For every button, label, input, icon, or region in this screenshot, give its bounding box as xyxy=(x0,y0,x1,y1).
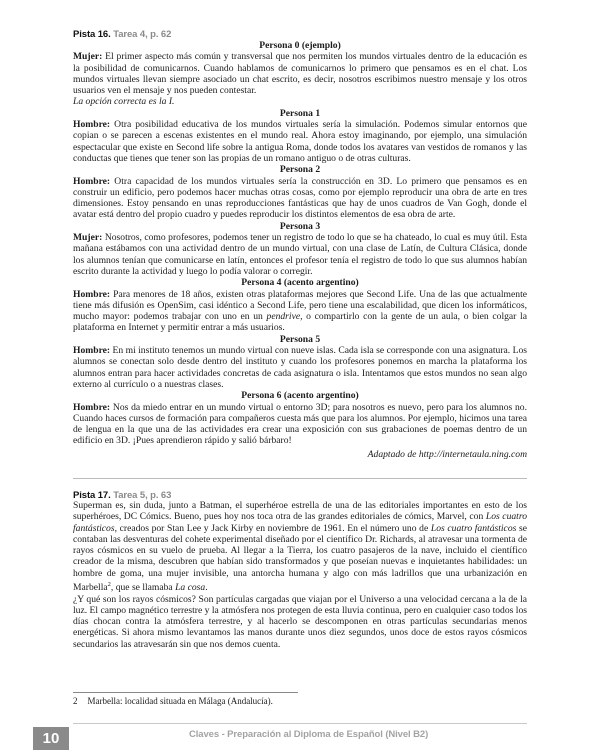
section-divider xyxy=(73,478,527,479)
pista-16-label: Pista 16. xyxy=(73,29,111,40)
footnote xyxy=(73,696,273,706)
pista-17-task: Tarea 5, p. 63 xyxy=(113,490,172,501)
section-heading: Persona 5 xyxy=(279,333,321,345)
speaker-label: Hombre: xyxy=(73,288,111,300)
section-paragraph xyxy=(73,51,527,107)
paragraph-text: , o compartirlo con la gente de un aula, o bien colgar la plataforma en Internet y permitir entrar a más usuarios. xyxy=(73,311,527,334)
section-paragraph: ¿Y qué son los rayos cósmicos? Son partículas cargadas que viajan por el Universo a una velocidad cercana a la de la luz. El campo magnético terrestre y la atmósfera nos protegen de esta lluvia continua, pero en cualquier caso todos los días chocan contra la atmósfera terrestre, y al hacerlo se descomponen en otras partículas secundarias menos energéticas. Si ahora mismo levantamos las manos durante unos diez segundos, unos doce de estos rayos cósmicos secundarios las atravesarán sin que nos demos cuenta. xyxy=(73,593,527,650)
section-paragraph xyxy=(73,402,527,447)
section-paragraph xyxy=(73,119,527,164)
footnote-number: 2 xyxy=(73,696,78,706)
paragraph-text: Otra capacidad de los mundos virtuales sería la construcción en 3D. Lo primero que pensamos es en construir un edificio, pero podemos hacer muchas otras cosas, como por ejemplo reproducir una obra de arte en tres dimensiones. Estoy pensando en unas reproducciones fantásticas que hay de unos cuadros de Van Gogh, donde el avatar está dentro del propio cuadro y puedes reproducir los distintos elementos de esa obra de arte. xyxy=(73,175,527,221)
page-number: 10 xyxy=(33,727,69,750)
paragraph-text: , que se llamaba xyxy=(110,582,176,594)
section-paragraph xyxy=(73,289,527,334)
footnote-divider xyxy=(73,692,298,693)
section-heading: Persona 6 (acento argentino) xyxy=(241,390,359,402)
paragraph-text: Superman es, sin duda, junto a Batman, el superhéroe estrella de una de las editoriales importantes en esto de los superhéroes, DC Cómics. Bueno, pues hoy nos toca otra de las grandes editoriales de cómics, Marvel, con xyxy=(73,500,527,523)
paragraph-text: , creados por Stan Lee y Jack Kirby en noviembre de 1961. En el número uno de xyxy=(114,522,431,534)
paragraph-text: . xyxy=(205,582,208,594)
paragraph-text: En mi instituto tenemos un mundo virtual con nueve islas. Cada isla se corresponde con una asignatura. Los alumnos se conectan solo desde dentro del instituto y cuando los profesores ponemos en marcha la plataforma los alumnos entran para hacer actividades concretas de cada asignatura o isla. Intentamos que estos mundos no sean algo externo al currículo o a nuestras clases. xyxy=(73,345,528,390)
speaker-label: Mujer: xyxy=(73,51,103,63)
source-attribution: Adaptado de http://internetaula.ning.com xyxy=(367,448,527,460)
footnote-reference[interactable]: 2 xyxy=(107,581,111,589)
speaker-label: Mujer: xyxy=(73,232,103,244)
section-heading: Persona 2 xyxy=(279,164,321,176)
footer-title: Claves - Preparación al Diploma de Español (Nivel B2) xyxy=(189,729,429,740)
section-paragraph xyxy=(73,345,527,390)
section-paragraph xyxy=(73,176,527,221)
section-heading: Persona 4 (acento argentino) xyxy=(241,277,359,289)
paragraph-text: Otra posibilidad educativa de los mundos virtuales sería la simulación. Podemos simular entornos que copian o se parecen a escenas existentes en el mundo real. Ahora estoy imaginando, por ejemplo, una simulación espectacular que existe en Second life sobre la antigua Roma, donde todos los avatares van vestidos de romanos y las conductas que tienes que tener son las propias de un romano antiguo o de otras culturas. xyxy=(73,119,527,164)
speaker-label: Hombre: xyxy=(73,119,111,131)
section-paragraph xyxy=(73,232,527,277)
speaker-label: Hombre: xyxy=(73,175,111,187)
speaker-label: Hombre: xyxy=(73,401,111,413)
paragraph-text: se contaban las desventuras del cohete experimental diseñado por el científico Dr. Richards, al atravesar una tormenta de rayos cósmicos en su vuelo de prueba. Al llegar a la Tierra, los cuatro pasajeros de la nave, incluido el científico creador de la misma, descubren que habían sido transformados y que poseían nuevas e inquietantes habilidades: un hombre de goma, una mujer invisible, una antorcha humana y algo con más ladrillos que una urbanización en Marbella xyxy=(73,522,528,594)
paragraph-text: Nosotros, como profesores, podemos tener un registro de todo lo que se ha chateado, lo cual es muy útil. Esta mañana estábamos con una actividad dentro de un mundo virtual, con una clase de Latín, de Cultura Clásica, donde los alumnos tenían que comunicarse en latín, entonces el profesor tenía el registro de todo lo que sus alumnos habían escrito durante la actividad y luego lo podía valorar o corregir. xyxy=(73,232,527,277)
paragraph-italic: Los cuatro fantásticos xyxy=(430,522,517,534)
pista-16-transcript xyxy=(73,40,527,460)
paragraph-text: Para menores de 18 años, existen otras plataformas mejores que Second Life. Una de las que actualmente tiene más difusión es OpenSim, casi idéntico a Second Life, pero tiene una escalabilidad, que dicen los informáticos, mucho mayor: podemos trabajar con uno en un xyxy=(73,288,527,323)
correct-option-note: La opción correcta es la I. xyxy=(73,96,175,108)
footnote-text: Marbella: localidad situada en Málaga (Andalucía). xyxy=(87,696,273,706)
section-heading: Persona 1 xyxy=(279,107,321,119)
pista-17-transcript xyxy=(73,500,527,650)
section-heading: Persona 3 xyxy=(279,220,321,232)
paragraph-italic: La cosa xyxy=(175,582,206,594)
footer-divider xyxy=(73,723,527,724)
pista-16-heading xyxy=(73,29,171,40)
paragraph-text: Nos da miedo entrar en un mundo virtual o entorno 3D; para nosotros es nuevo, pero para los alumnos no. Cuando haces cursos de formación para compañeros cuesta más que para los alumnos. Por ejemplo, hicimos una tarea de lengua en la que una de las actividades era crear una exposición con sus grabaciones de poemas dentro de un edificio en 3D. ¡Pues aprendieron rápido y salió bárbaro! xyxy=(73,401,527,447)
paragraph-italic: pendrive xyxy=(266,311,301,323)
section-paragraph xyxy=(73,500,527,594)
paragraph-italic: Los cuatro fantásticos xyxy=(73,511,527,534)
pista-16-task: Tarea 4, p. 62 xyxy=(113,29,172,40)
paragraph-text: El primer aspecto más común y transversal que nos permiten los mundos virtuales dentro de la educación es la posibilidad de comunicarnos. Cuando hablamos de comunicarnos lo primero que pensamos es en el chat. Los mundos virtuales llevan siempre asociado un chat escrito, es decir, nosotros escribimos nuestro mensaje y los otros usuarios ven el mensaje y nos pueden contestar. xyxy=(73,51,527,97)
pista-17-label: Pista 17. xyxy=(73,490,111,501)
speaker-label: Hombre: xyxy=(73,345,111,357)
section-heading: Persona 0 (ejemplo) xyxy=(259,40,341,51)
